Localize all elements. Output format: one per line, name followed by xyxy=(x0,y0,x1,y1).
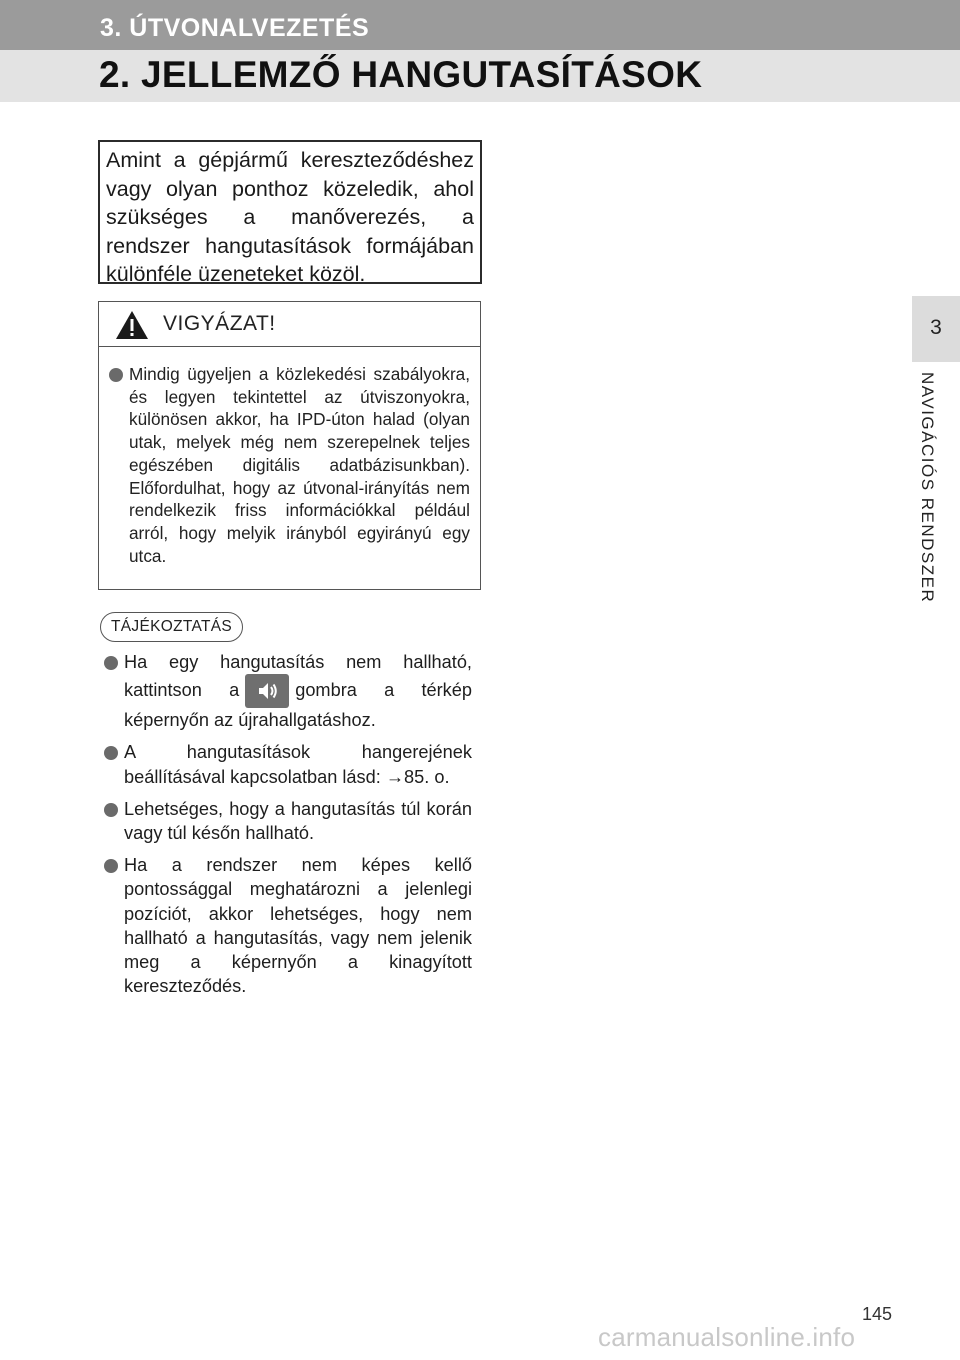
bullet-dot-icon xyxy=(104,746,118,760)
info-text: Ha a rendszer nem képes kellő pontossággal meghatározni a jelenlegi pozíciót, akkor lehetséges, hogy nem hallható a hangutasítás, vagy nem jelenik meg a képernyőn a kinagyított kereszteződés. xyxy=(124,855,472,997)
bullet-dot-icon xyxy=(104,803,118,817)
bullet-dot-icon xyxy=(109,368,123,382)
chapter-tab xyxy=(912,296,960,362)
info-item xyxy=(104,650,472,732)
bullet-dot-icon xyxy=(104,656,118,670)
chapter-label: NAVIGÁCIÓS RENDSZER xyxy=(918,372,937,604)
intro-box xyxy=(98,140,482,284)
page-number: 145 xyxy=(862,1304,893,1324)
info-item xyxy=(104,797,472,845)
info-text: Lehetséges, hogy a hangutasítás túl korán vagy túl későn hallható. xyxy=(124,798,472,844)
info-badge: TÁJÉKOZTATÁS xyxy=(100,612,243,642)
info-text xyxy=(124,650,472,732)
intro-text: Amint a gépjármű kereszteződéshez vagy olyan ponthoz közeledik, ahol szükséges a manőverezés, a rendszer hangutasítások formájában különféle üzeneteket közöl. xyxy=(106,148,474,286)
bullet-dot-icon xyxy=(104,859,118,873)
page-title: 2. JELLEMZŐ HANGUTASÍTÁSOK xyxy=(99,54,703,95)
warning-text: Mindig ügyeljen a közlekedési szabályokra, és legyen tekintettel az útviszonyokra, különösen akkor, ha IPD-úton halad (olyan utak, melyek még nem szerepelnek teljes egészében digitális adatbázisunkban). Előfordulhat, hogy az útvonal-irányítás nem rendelkezik friss információkkal például arról, hogy melyik irányból egyirányú egy utca. xyxy=(129,364,470,566)
warning-header xyxy=(99,302,480,347)
info-text: A hangutasítások hangerejének beállításával kapcsolatban lásd: →85. o. xyxy=(124,742,472,787)
info-item xyxy=(104,740,472,788)
warning-title: VIGYÁZAT! xyxy=(163,312,276,335)
info-list xyxy=(104,650,472,1006)
warning-triangle-icon xyxy=(115,310,149,345)
watermark: carmanualsonline.info xyxy=(598,1322,856,1352)
chapter-number: 3 xyxy=(930,316,942,339)
section-title: 3. ÚTVONALVEZETÉS xyxy=(100,14,370,42)
voice-speaker-icon[interactable] xyxy=(245,674,289,708)
info-text-part: gombra a térkép képernyőn az újrahallgatáshoz. xyxy=(124,680,473,731)
info-text-part: Ha egy hangutasítás nem hallható, kattintson a xyxy=(124,652,472,701)
warning-box xyxy=(98,301,481,590)
warning-body xyxy=(99,347,480,567)
info-item xyxy=(104,853,472,998)
warning-item xyxy=(109,363,470,567)
